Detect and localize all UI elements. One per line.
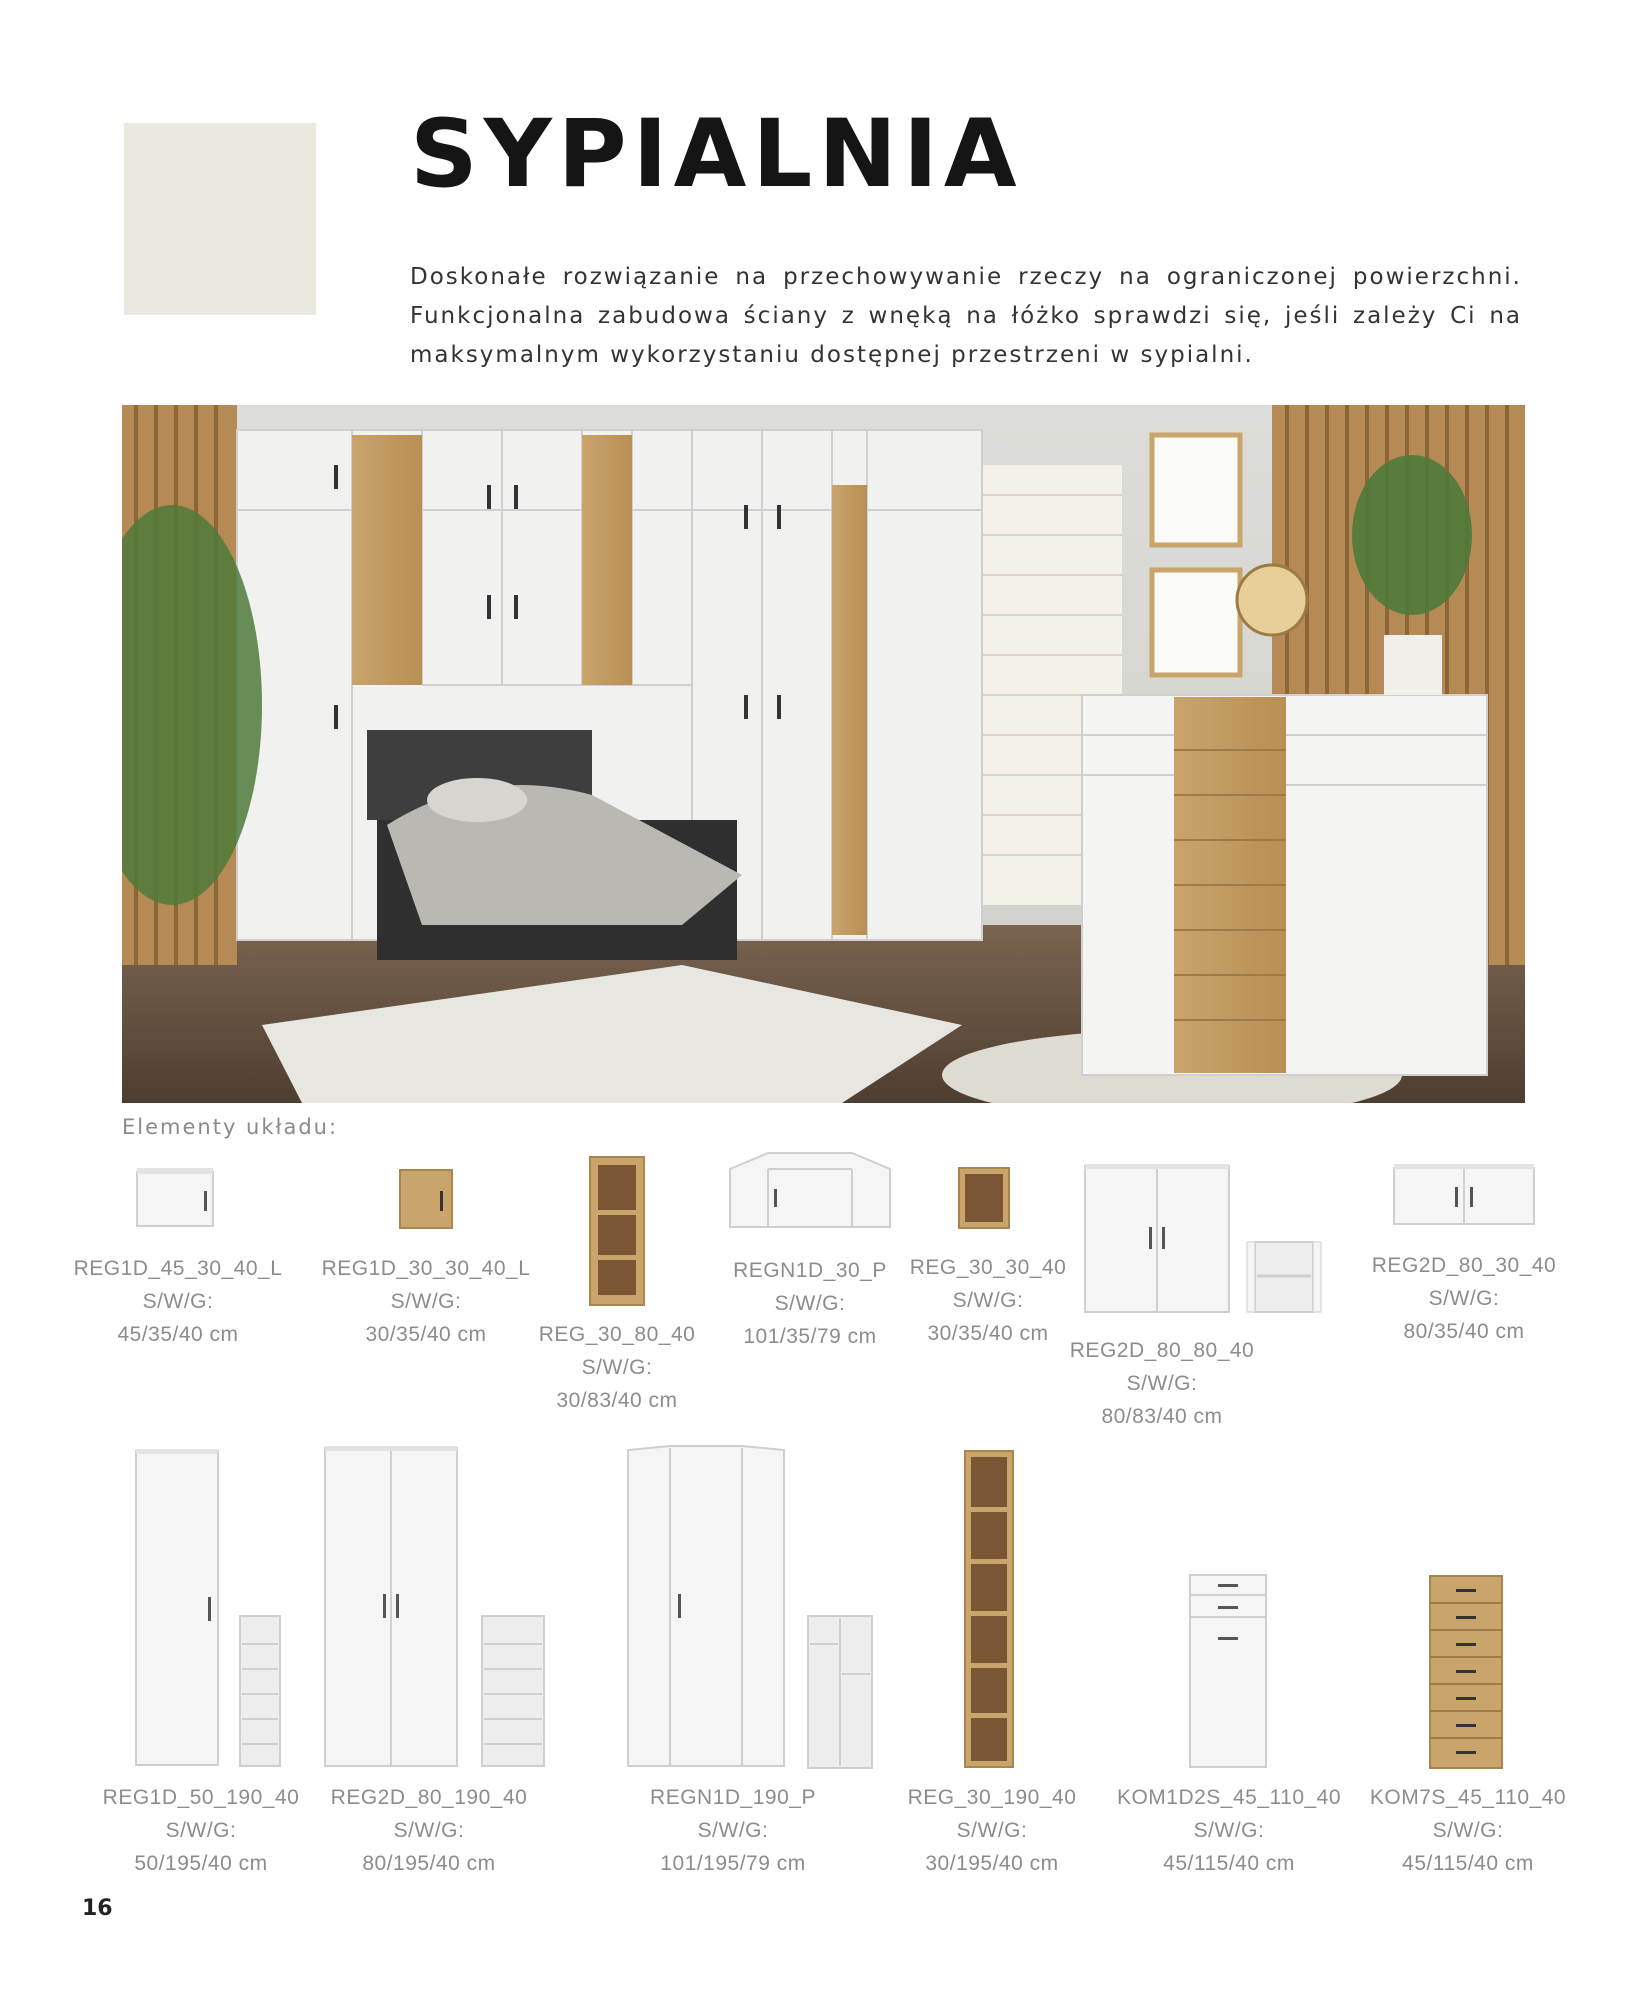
product-image-reg1d-50-190 <box>134 1447 220 1769</box>
product-code: REG_30_80_40 <box>538 1323 696 1346</box>
product-code: REG2D_80_190_40 <box>330 1786 528 1809</box>
product-sub: S/W/G: <box>165 1819 237 1842</box>
product-code: REG_30_190_40 <box>907 1786 1077 1809</box>
product-image-kom7s <box>1428 1574 1504 1770</box>
product-image-regn1d-30 <box>728 1149 892 1231</box>
product-sub: S/W/G: <box>1428 1287 1500 1310</box>
product-caption <box>593 1781 873 1880</box>
product-code: REG1D_50_190_40 <box>102 1786 300 1809</box>
product-image-reg2d-80-190-open <box>476 1614 550 1768</box>
product-code: REGN1D_30_P <box>733 1259 887 1282</box>
product-dims: 101/195/79 cm <box>660 1852 806 1875</box>
page-title: SYPIALNIA <box>410 100 1023 209</box>
product-code: REG1D_30_30_40_L <box>321 1257 531 1280</box>
bedroom-photo <box>122 405 1525 1103</box>
product-dims: 45/35/40 cm <box>117 1323 239 1346</box>
product-sub: S/W/G: <box>142 1290 214 1313</box>
product-code: REG_30_30_40 <box>909 1256 1067 1279</box>
product-code: REG2D_80_80_40 <box>1069 1339 1255 1362</box>
product-sub: S/W/G: <box>956 1819 1028 1842</box>
product-dims: 30/35/40 cm <box>927 1322 1049 1345</box>
product-image-regn1d-190-open <box>802 1614 878 1770</box>
intro-text: Doskonałe rozwiązanie na przechowywanie rzeczy na ograniczonej powierzchni. Funkcjonalna zabudowa ściany z wnęką na łóżko sprawdzi się, jeśli zależy Ci na maksymalnym wykorzystaniu dostępnej przestrzeni w sypialni. <box>410 264 1522 368</box>
product-sub: S/W/G: <box>1432 1819 1504 1842</box>
product-caption <box>1328 1781 1608 1880</box>
product-dims: 101/35/79 cm <box>743 1325 877 1348</box>
product-image-reg2d-80-30 <box>1392 1162 1536 1226</box>
product-image-reg2d-80-190 <box>323 1444 459 1769</box>
product-sub: S/W/G: <box>697 1819 769 1842</box>
product-image-reg2d-80-80-open <box>1245 1238 1323 1314</box>
product-image-reg1d-30 <box>398 1166 454 1230</box>
product-sub: S/W/G: <box>1126 1372 1198 1395</box>
product-sub: S/W/G: <box>390 1290 462 1313</box>
product-dims: 80/35/40 cm <box>1403 1320 1525 1343</box>
product-image-reg-30-190 <box>963 1449 1015 1769</box>
product-dims: 45/115/40 cm <box>1402 1852 1534 1875</box>
product-sub: S/W/G: <box>1193 1819 1265 1842</box>
product-sub: S/W/G: <box>952 1289 1024 1312</box>
product-code: REG1D_45_30_40_L <box>73 1257 283 1280</box>
product-image-reg1d-45 <box>135 1166 215 1230</box>
product-image-reg-30-80 <box>588 1155 646 1307</box>
product-code: REGN1D_190_P <box>650 1786 816 1809</box>
product-sub: S/W/G: <box>581 1356 653 1379</box>
product-sub: S/W/G: <box>774 1292 846 1315</box>
product-dims: 30/195/40 cm <box>925 1852 1059 1875</box>
elements-label: Elementy układu: <box>122 1115 339 1139</box>
product-dims: 80/195/40 cm <box>362 1852 496 1875</box>
color-swatch <box>124 123 316 315</box>
page-number: 16 <box>82 1896 113 1921</box>
product-image-regn1d-190 <box>626 1444 786 1769</box>
product-image-reg-30-30 <box>957 1166 1011 1230</box>
product-code: KOM1D2S_45_110_40 <box>1116 1786 1342 1809</box>
product-sub: S/W/G: <box>393 1819 465 1842</box>
product-caption <box>289 1781 569 1880</box>
product-caption <box>1089 1781 1369 1880</box>
product-dims: 50/195/40 cm <box>134 1852 268 1875</box>
product-image-kom1d2s <box>1188 1573 1268 1769</box>
product-caption <box>1324 1249 1604 1348</box>
product-caption <box>38 1252 318 1351</box>
product-dims: 30/83/40 cm <box>556 1389 678 1412</box>
product-dims: 80/83/40 cm <box>1101 1405 1223 1428</box>
product-caption <box>1022 1334 1302 1433</box>
product-dims: 45/115/40 cm <box>1163 1852 1295 1875</box>
product-code: REG2D_80_30_40 <box>1371 1254 1557 1277</box>
product-code: KOM7S_45_110_40 <box>1369 1786 1567 1809</box>
product-image-reg1d-50-190-open <box>234 1614 284 1768</box>
product-dims: 30/35/40 cm <box>365 1323 487 1346</box>
